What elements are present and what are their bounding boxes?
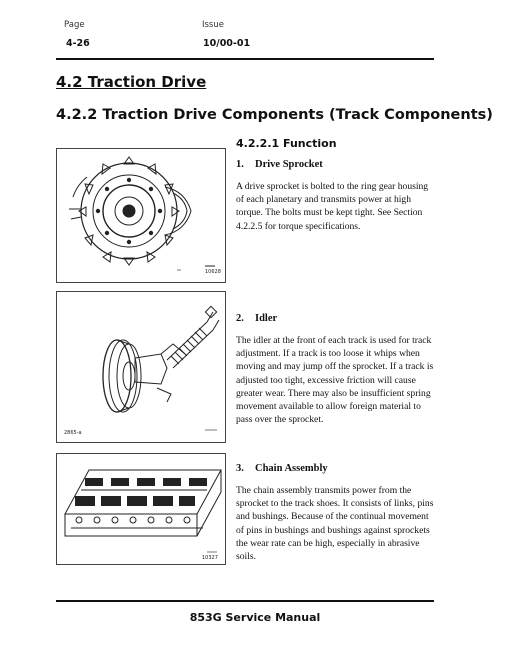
- section-idler: [236, 313, 438, 426]
- figure-number: 10628: [205, 269, 221, 275]
- section-heading: [236, 313, 438, 324]
- section-body: The chain assembly transmits power from the sprocket to the track shoes. It consists of links, pins and bushings. Because of the continual movement of pins in bushings and bushings against sprockets the wear rate can be high, especially in abrasive soils.: [236, 485, 434, 563]
- chain-assembly-figure: [56, 453, 226, 565]
- section-heading: [236, 159, 438, 170]
- section-drive-sprocket: [236, 159, 438, 233]
- section-number: 1.: [236, 159, 244, 170]
- idler-figure: [56, 291, 226, 443]
- issue-date: 10/00-01: [203, 38, 251, 49]
- figure-number: 10327: [202, 555, 218, 561]
- drive-sprocket-figure: [56, 148, 226, 283]
- section-heading-text: Chain Assembly: [255, 463, 328, 474]
- footer-title: 853G Service Manual: [189, 611, 321, 624]
- chain-assembly-illustration: [57, 454, 225, 564]
- section-chain-assembly: [236, 463, 438, 563]
- page-label: Page: [64, 20, 85, 30]
- page-number: 4-26: [66, 38, 90, 49]
- section-heading: [236, 463, 438, 474]
- section-number: 3.: [236, 463, 244, 474]
- section-heading-text: Drive Sprocket: [255, 159, 323, 170]
- footer-rule: [56, 600, 434, 602]
- figure-number: 2865-a: [64, 430, 82, 436]
- section-title: 4.2 Traction Drive: [56, 73, 207, 91]
- section-number: 2.: [236, 313, 244, 324]
- function-heading: 4.2.2.1 Function: [236, 137, 337, 150]
- idler-illustration: [57, 292, 225, 442]
- issue-label: Issue: [202, 20, 224, 30]
- drive-sprocket-illustration: [57, 149, 225, 282]
- section-heading-text: Idler: [255, 313, 278, 324]
- section-body: The idler at the front of each track is used for track adjustment. If a track is too loose it whips when moving and may jump off the sprocket. If a track is adjusted too tight, excessive friction will cause greater wear. There may also be insufficient spring movement available to allow foreign material to pass over the sprocket.: [236, 335, 434, 426]
- section-body: A drive sprocket is bolted to the ring gear housing of each planetary and transmits power at high torque. The bolts must be kept tight. See Section 4.2.2.5 for torque specifications.: [236, 181, 429, 232]
- subsection-title: 4.2.2 Traction Drive Components (Track Components): [56, 107, 493, 123]
- header-rule: [56, 58, 434, 60]
